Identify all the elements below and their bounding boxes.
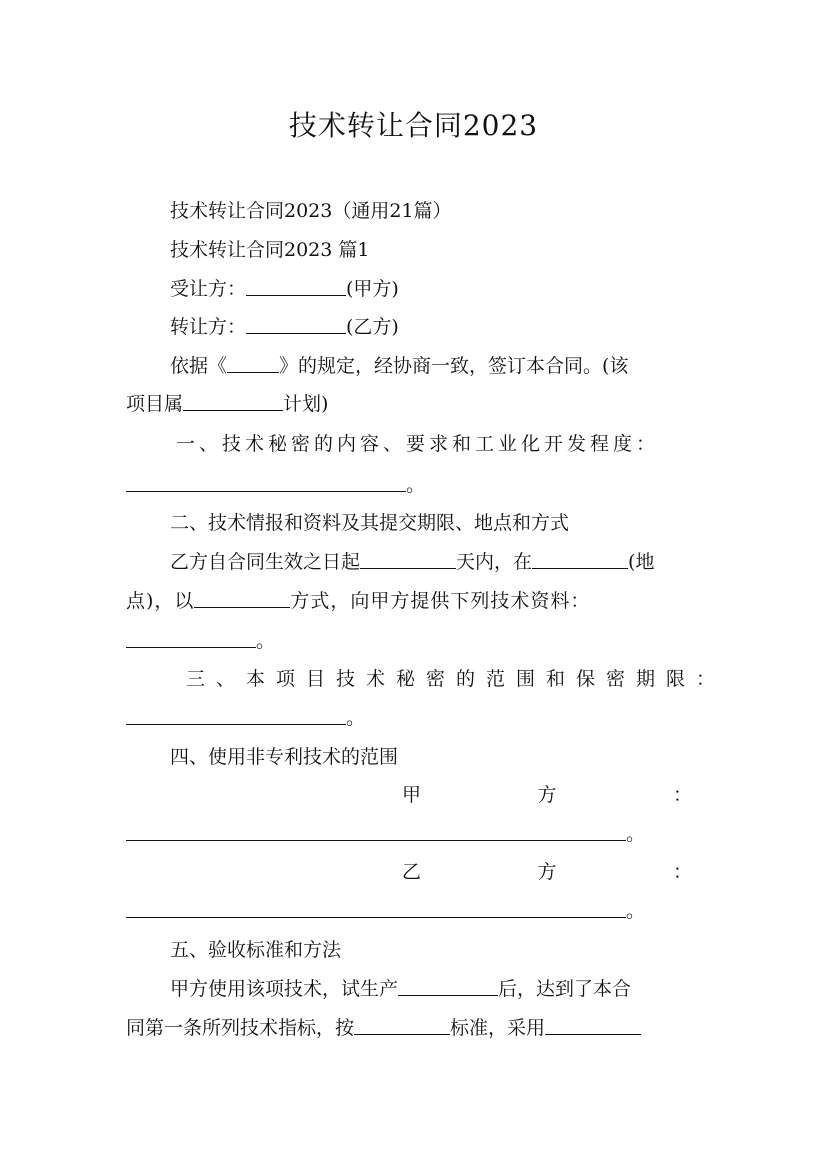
clause-1-blank-line xyxy=(126,472,702,498)
blank-field xyxy=(398,977,498,996)
basis-line xyxy=(170,353,702,379)
text: 依据《 xyxy=(170,355,228,377)
text: 方式，向甲方提供下列技术资料： xyxy=(290,590,591,612)
clause-5-line-2 xyxy=(126,1015,702,1041)
text: ： xyxy=(672,784,692,806)
text: 同第一条所列技术指标，按 xyxy=(126,1017,355,1039)
text: 一、技术秘密的内容、要求和工业化开发程度： xyxy=(176,433,660,455)
text: 二、技术情报和资料及其提交期限、地点和方式 xyxy=(170,512,570,534)
party-a-line xyxy=(170,276,702,302)
blank-field xyxy=(360,550,456,569)
text: ： xyxy=(672,861,692,883)
text: 》的规定，经协商一致，签订本合同。(该 xyxy=(279,355,629,377)
blank-field xyxy=(126,899,626,918)
document-title: 技术转让合同2023 xyxy=(288,109,539,142)
text: 。 xyxy=(346,707,366,729)
text: 。 xyxy=(406,474,426,496)
project-line xyxy=(126,391,702,417)
blank-field xyxy=(545,1016,641,1035)
section-heading-line xyxy=(170,237,702,263)
text: 后，达到了本合 xyxy=(498,978,632,1000)
text: 甲方使用该项技术，试生产 xyxy=(170,978,399,1000)
text: 方 xyxy=(537,784,557,806)
party-b-scope-blank xyxy=(126,898,702,924)
text: 四、使用非专利技术的范围 xyxy=(170,746,399,768)
text: 甲 xyxy=(402,784,422,806)
blank-field xyxy=(354,1016,450,1035)
label: (乙方) xyxy=(346,316,399,338)
text: 技术转让合同2023（通用21篇） xyxy=(170,200,452,222)
text: 三、本项目技术秘密的范围和保密期限： xyxy=(186,668,727,690)
label: 转让方： xyxy=(170,316,247,338)
blank-field xyxy=(532,550,628,569)
blank-field xyxy=(194,589,290,608)
party-b-scope-label xyxy=(402,859,692,885)
clause-5-heading xyxy=(170,937,702,963)
text: 乙 xyxy=(402,861,422,883)
text: 。 xyxy=(256,630,276,652)
text: 乙方自合同生效之日起 xyxy=(170,551,361,573)
clause-5-line-1 xyxy=(170,976,702,1002)
clause-2-heading xyxy=(170,510,702,536)
clause-3-blank-line xyxy=(126,705,702,731)
clause-1-heading xyxy=(176,431,702,457)
clause-2-line-1 xyxy=(170,549,702,575)
blank-field xyxy=(126,473,406,492)
text: 点)，以 xyxy=(126,590,195,612)
text: 五、验收标准和方法 xyxy=(170,939,342,961)
text: 标准，采用 xyxy=(450,1017,546,1039)
label: 受让方： xyxy=(170,278,247,300)
clause-2-line-2 xyxy=(126,588,702,614)
blank-field xyxy=(126,629,256,648)
text: 技术转让合同2023 篇1 xyxy=(170,239,370,261)
subtitle-line xyxy=(170,198,702,224)
text: 。 xyxy=(626,823,646,845)
blank-field xyxy=(126,706,346,725)
clause-4-heading xyxy=(170,744,702,770)
blank-field xyxy=(183,392,283,411)
blank-field xyxy=(126,822,626,841)
clause-2-blank-line xyxy=(126,628,702,654)
text: 天内，在 xyxy=(456,551,533,573)
party-a-scope-label xyxy=(402,782,692,808)
party-a-scope-blank xyxy=(126,821,702,847)
blank-field xyxy=(246,315,346,334)
text: 。 xyxy=(626,900,646,922)
text: 方 xyxy=(537,861,557,883)
party-b-line xyxy=(170,314,702,340)
blank-field xyxy=(246,277,346,296)
text: (地 xyxy=(628,551,655,573)
text: 项目属 xyxy=(126,393,184,415)
clause-3-heading xyxy=(186,666,727,692)
blank-field xyxy=(227,354,279,373)
text: 计划) xyxy=(283,393,329,415)
label: (甲方) xyxy=(346,278,399,300)
